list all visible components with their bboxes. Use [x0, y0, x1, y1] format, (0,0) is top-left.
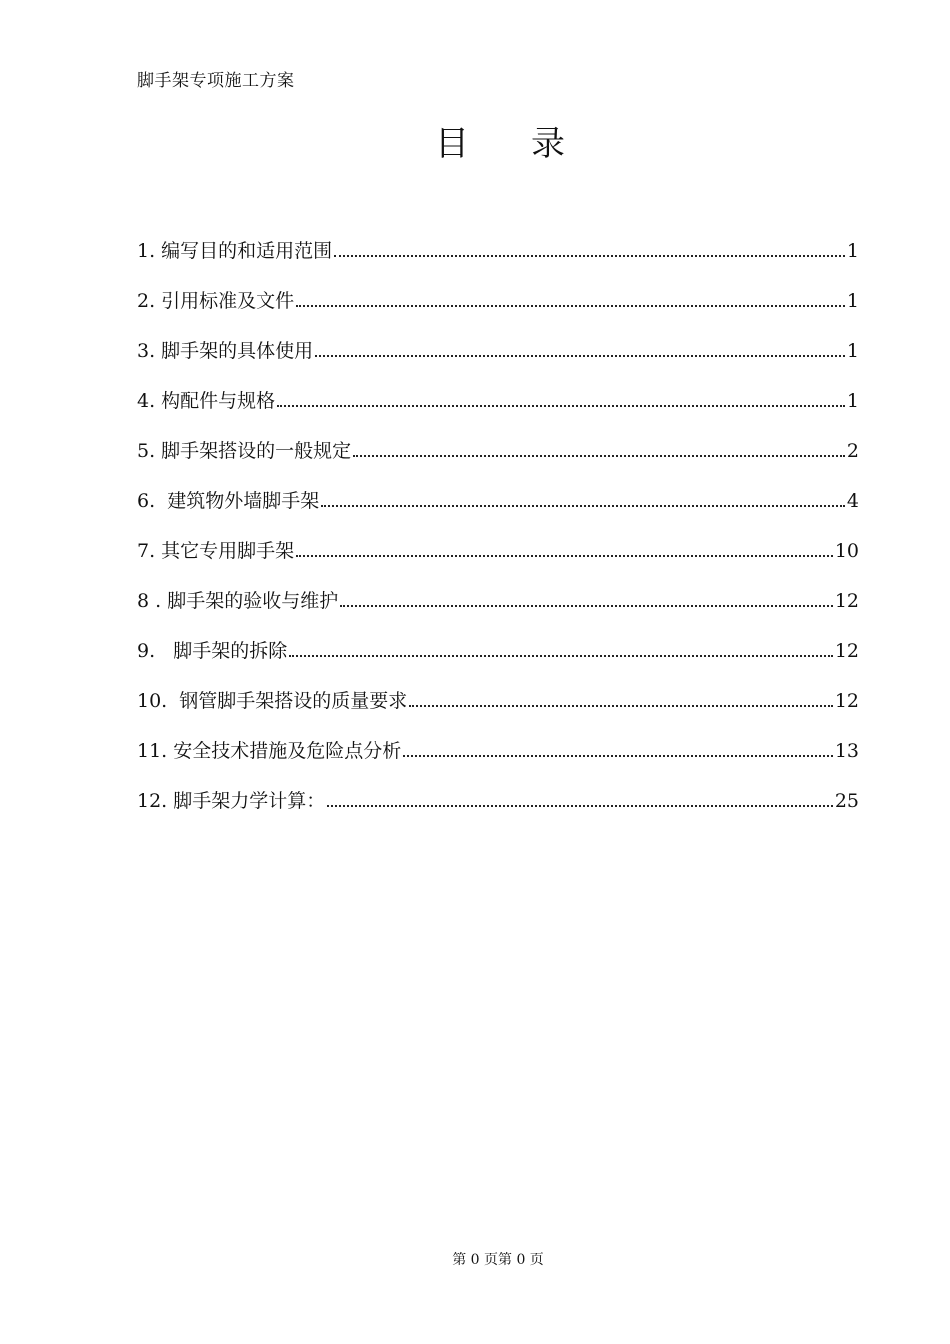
toc-entry-label: 3. 脚手架的具体使用 [137, 340, 314, 362]
dot-leader [353, 455, 845, 457]
toc-entry-page: 4 [846, 490, 859, 512]
toc-entry-page: 10 [834, 540, 859, 562]
toc-title-char-2: 录 [531, 124, 565, 164]
dot-leader [340, 605, 833, 607]
toc-title [0, 116, 950, 165]
toc-entry-label: 12. 脚手架力学计算： [137, 790, 326, 812]
dot-leader [334, 255, 845, 257]
toc-entry-label: 4. 构配件与规格 [137, 390, 276, 412]
toc-entry-page: 12 [834, 590, 859, 612]
dot-leader [327, 805, 833, 807]
dot-leader [289, 655, 833, 657]
toc-entry-2[interactable] [137, 284, 859, 334]
dot-leader [296, 555, 833, 557]
toc-entry-page: 13 [834, 740, 859, 762]
toc-entry-page: 12 [834, 640, 859, 662]
toc-entry-7[interactable] [137, 534, 859, 584]
toc-entry-page: 2 [846, 440, 859, 462]
page-footer: 第 0 页第 0 页 [452, 1252, 544, 1268]
toc-entry-4[interactable] [137, 384, 859, 434]
toc-entry-3[interactable] [137, 334, 859, 384]
toc-entry-label: 7. 其它专用脚手架 [137, 540, 295, 562]
toc-entry-page: 1 [846, 290, 859, 312]
toc-entry-12[interactable] [137, 784, 859, 834]
toc-entry-page: 1 [846, 340, 859, 362]
toc-entry-1[interactable] [137, 234, 859, 284]
toc-entry-page: 12 [834, 690, 859, 712]
toc-entry-11[interactable] [137, 734, 859, 784]
toc-entry-5[interactable] [137, 434, 859, 484]
toc-entry-page: 1 [846, 390, 859, 412]
toc-entry-label: 10. 钢管脚手架搭设的质量要求 [137, 690, 408, 712]
toc-title-char-1: 目 [435, 124, 469, 164]
toc-entry-6[interactable] [137, 484, 859, 534]
toc-entry-label: 2. 引用标准及文件 [137, 290, 295, 312]
toc-entry-8[interactable] [137, 584, 859, 634]
dot-leader [296, 305, 845, 307]
toc-entry-label: 11. 安全技术措施及危险点分析 [137, 740, 402, 762]
toc-entry-label: 9. 脚手架的拆除 [137, 640, 288, 662]
toc-entry-10[interactable] [137, 684, 859, 734]
toc-entry-label: 1. 编写目的和适用范围 [137, 240, 333, 262]
dot-leader [277, 405, 845, 407]
toc-entry-page: 25 [834, 790, 859, 812]
dot-leader [409, 705, 833, 707]
toc-entry-page: 1 [846, 240, 859, 262]
table-of-contents [137, 234, 859, 834]
dot-leader [321, 505, 845, 507]
toc-entry-label: 8 . 脚手架的验收与维护 [137, 590, 339, 612]
dot-leader [403, 755, 833, 757]
toc-entry-label: 5. 脚手架搭设的一般规定 [137, 440, 352, 462]
document-header: 脚手架专项施工方案 [137, 71, 295, 91]
dot-leader [315, 355, 845, 357]
toc-entry-label: 6. 建筑物外墙脚手架 [137, 490, 320, 512]
toc-entry-9[interactable] [137, 634, 859, 684]
